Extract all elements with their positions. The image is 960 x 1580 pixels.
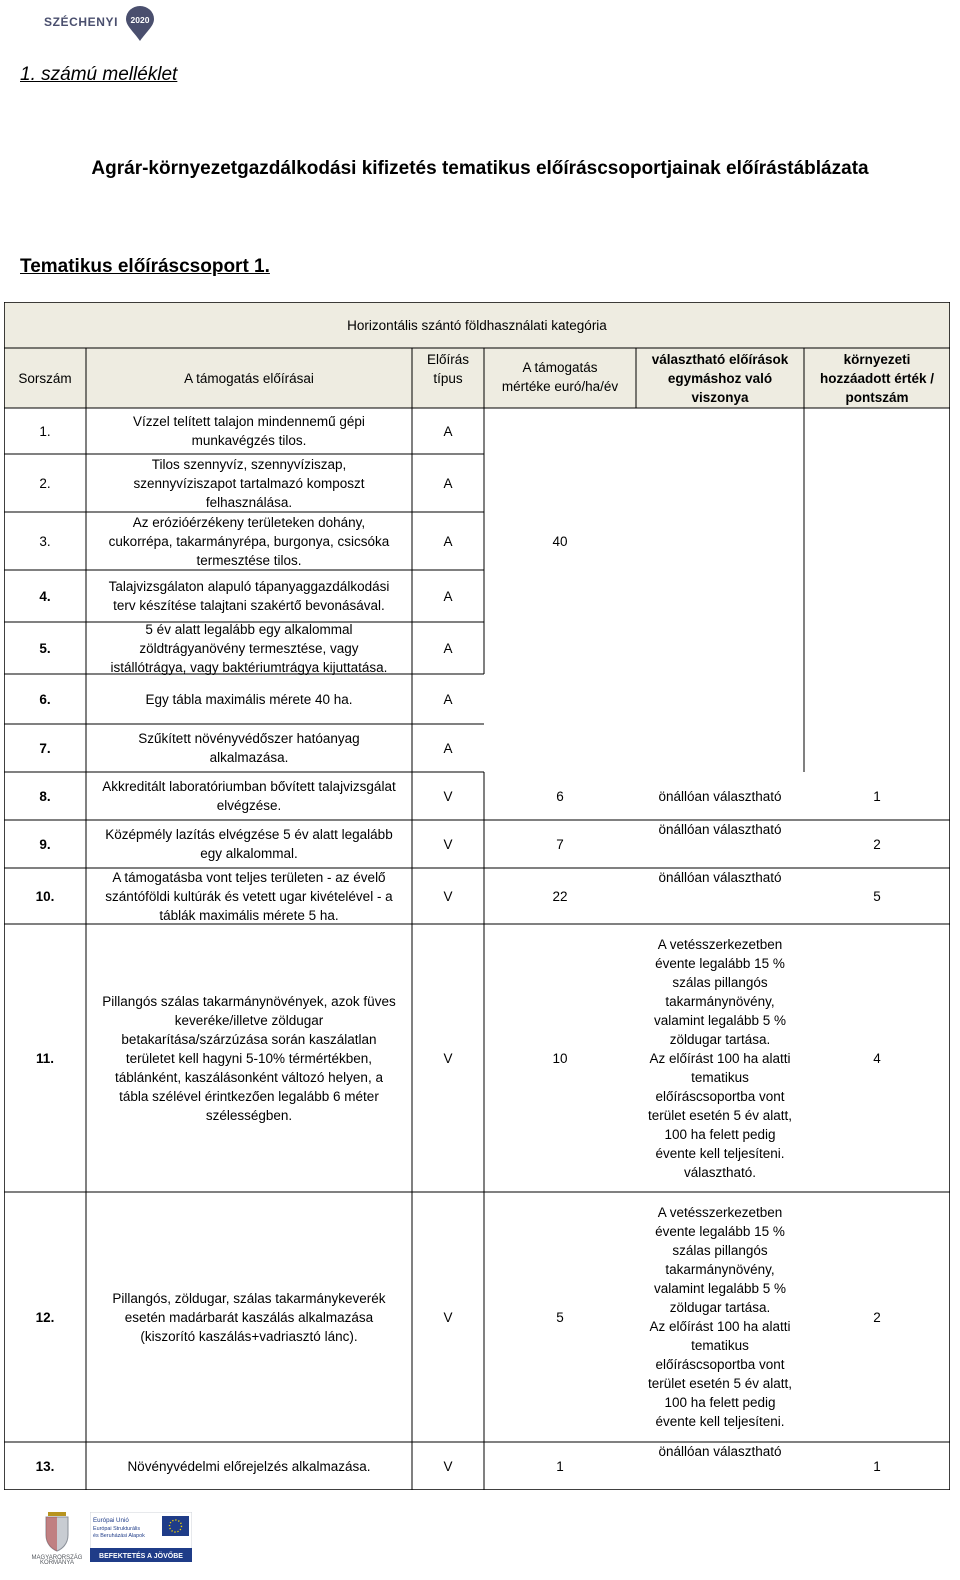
row-11-requirement-line: Pillangós szálas takarmánynövények, azok füves	[102, 993, 396, 1009]
row-12-score-line: 2	[873, 1309, 881, 1325]
shared-amount-line: 40	[552, 533, 568, 549]
row-9-num	[4, 820, 86, 868]
col-header-combination-line: viszonya	[691, 389, 749, 405]
row-11-requirement-line: tábla szélével érintkezően legalább 6 méter	[119, 1088, 379, 1104]
row-2-num-line: 2.	[39, 475, 51, 491]
row-12-combination-line: Az előírást 100 ha alatti	[649, 1319, 791, 1334]
row-11-requirement-line: betakarítása/szárzúzása során kaszálatlan	[121, 1031, 377, 1047]
row-9-score	[804, 820, 950, 868]
row-11-type	[412, 924, 484, 1192]
row-10-combination-line: önállóan választható	[658, 870, 782, 885]
row-3-requirement-line: termesztése tilos.	[196, 552, 302, 568]
row-2-requirement	[86, 454, 412, 512]
row-13-amount	[484, 1442, 636, 1490]
hungarian-coat-of-arms-icon	[30, 1508, 84, 1564]
row-3-requirement-line: Az erózióérzékeny területeken dohány,	[132, 514, 366, 530]
row-9-combination	[636, 820, 804, 868]
row-13-num-line: 13.	[35, 1458, 55, 1474]
logo-year: 2020	[130, 15, 150, 25]
row-11-combination-line: előíráscsoportba vont	[655, 1088, 785, 1104]
row-8-score	[804, 772, 950, 820]
row-12-combination-line: A vetésszerkezetben	[657, 1205, 783, 1220]
row-11-num-line: 11.	[35, 1050, 55, 1066]
row-12-combination-line: zöldugar tartása.	[669, 1300, 771, 1315]
row-7-requirement	[86, 724, 412, 772]
row-10-requirement-line: A támogatásba vont teljes területen - az évelő	[112, 869, 386, 885]
row-4-type	[412, 570, 484, 622]
row-11-combination-line: Az előírást 100 ha alatti	[649, 1050, 791, 1066]
row-11-combination-line: A vetésszerkezetben	[657, 936, 783, 952]
logo-pin-icon	[123, 6, 157, 42]
row-2-type	[412, 454, 484, 512]
row-5-requirement-line: zöldtrágyanövény termesztése, vagy	[139, 640, 359, 656]
row-12-combination-line: tematikus	[691, 1338, 749, 1353]
row-6-type	[412, 674, 484, 724]
row-12-combination-line: szálas pillangós	[672, 1243, 768, 1258]
row-9-score-line: 2	[873, 836, 881, 852]
row-6-num	[4, 674, 86, 724]
row-12-combination-line: 100 ha felett pedig	[664, 1395, 776, 1410]
row-8-score-line: 1	[873, 788, 881, 804]
row-2-requirement-line: szennyvíziszapot tartalmazó komposzt	[133, 475, 365, 491]
row-4-num	[4, 570, 86, 622]
row-8-num-line: 8.	[39, 788, 51, 804]
row-7-type	[412, 724, 484, 772]
row-13-amount-line: 1	[556, 1458, 564, 1474]
row-9-requirement-line: egy alkalommal.	[200, 846, 298, 861]
col-header-requirements-line: A támogatás előírásai	[184, 370, 314, 386]
row-10-num-line: 10.	[35, 888, 55, 904]
col-header-score-line: hozzáadott érték /	[819, 370, 935, 386]
row-8-combination-line: önállóan választható	[658, 788, 782, 804]
row-12-amount	[484, 1192, 636, 1442]
row-11-combination-line: szálas pillangós	[672, 974, 768, 990]
row-13-type-line: V	[443, 1458, 453, 1474]
row-9-type	[412, 820, 484, 868]
col-header-type-line: Előírás	[426, 352, 470, 367]
col-header-combination	[636, 348, 804, 408]
row-13-requirement-line: Növényvédelmi előrejelzés alkalmazása.	[127, 1458, 371, 1474]
row-1-type	[412, 408, 484, 454]
row-11-amount-line: 10	[552, 1050, 568, 1066]
row-11-combination	[636, 924, 804, 1192]
row-13-requirement	[86, 1442, 412, 1490]
row-4-requirement-line: terv készítése talajtani szakértő bevonásával.	[113, 598, 385, 613]
row-12-combination	[636, 1192, 804, 1442]
row-10-num	[4, 868, 86, 924]
row-11-combination-line: zöldugar tartása.	[669, 1031, 771, 1047]
row-5-num-line: 5.	[39, 640, 51, 656]
col-header-num	[4, 348, 86, 408]
col-header-requirements	[86, 348, 412, 408]
row-8-requirement-line: Akkreditált laboratóriumban bővített talajvizsgálat	[102, 779, 396, 794]
row-10-requirement	[86, 868, 412, 924]
row-1-num-line: 1.	[39, 423, 51, 439]
row-9-requirement-line: Középmély lazítás elvégzése 5 év alatt legalább	[105, 827, 393, 842]
row-3-num-line: 3.	[39, 533, 51, 549]
row-11-requirement-line: táblánként, kaszálásonként változó helyen, a	[115, 1069, 383, 1085]
row-13-type	[412, 1442, 484, 1490]
row-5-requirement	[86, 622, 412, 674]
category-header-line: Horizontális szántó földhasználati kategória	[347, 317, 607, 333]
row-3-type-line: A	[443, 533, 453, 549]
row-5-requirement-line: istállótrágya, vagy baktériumtrágya kijuttatása.	[110, 659, 388, 675]
eu-funds-logo	[90, 1512, 192, 1562]
row-4-type-line: A	[443, 588, 453, 604]
row-7-num-line: 7.	[39, 740, 51, 756]
col-header-type	[412, 348, 484, 408]
row-10-amount-line: 22	[552, 888, 568, 904]
row-10-requirement-line: táblák maximális mérete 5 ha.	[159, 907, 339, 923]
row-12-combination-line: terület esetén 5 év alatt,	[647, 1376, 793, 1391]
row-9-num-line: 9.	[39, 836, 51, 852]
row-11-combination-line: tematikus	[691, 1069, 749, 1085]
hu-label-line1: MAGYARORSZÁG	[31, 1555, 83, 1561]
row-11-score	[804, 924, 950, 1192]
row-3-num	[4, 512, 86, 570]
row-10-score	[804, 868, 950, 924]
row-9-amount-line: 7	[556, 836, 564, 852]
row-8-combination	[636, 772, 804, 820]
row-1-requirement-line: Vízzel telített talajon mindennemű gépi	[133, 414, 365, 429]
col-header-combination-line: egymáshoz való	[667, 370, 773, 386]
row-9-combination-line: önállóan választható	[658, 822, 782, 837]
row-13-score-line: 1	[873, 1458, 881, 1474]
col-header-type-line: típus	[433, 371, 463, 386]
row-11-amount	[484, 924, 636, 1192]
row-12-num	[4, 1192, 86, 1442]
row-11-requirement-line: területet kell hagyni 5-10% térmértékben,	[125, 1050, 373, 1066]
row-12-combination-line: valamint legalább 5 %	[653, 1281, 787, 1296]
row-12-type-line: V	[443, 1309, 453, 1325]
row-10-type	[412, 868, 484, 924]
row-11-combination-line: évente legalább 15 %	[655, 955, 785, 971]
row-11-requirement-line: szélességben.	[205, 1107, 293, 1123]
row-11-combination-line: valamint legalább 5 %	[653, 1012, 787, 1028]
row-11-num	[4, 924, 86, 1192]
col-header-amount-line: mértéke euró/ha/év	[501, 379, 619, 394]
row-11-combination-line: 100 ha felett pedig	[664, 1126, 776, 1142]
eu-label-line1: Európai Unió	[93, 1517, 129, 1524]
row-13-combination-line: önállóan választható	[658, 1444, 782, 1459]
logo-text: SZÉCHENYI	[44, 15, 119, 29]
row-9-amount	[484, 820, 636, 868]
row-11-combination-line: évente kell teljesíteni.	[655, 1145, 785, 1161]
row-1-num	[4, 408, 86, 454]
row-12-type	[412, 1192, 484, 1442]
row-8-amount	[484, 772, 636, 820]
row-11-combination-line: terület esetén 5 év alatt,	[647, 1107, 793, 1123]
row-11-combination-line: választható.	[683, 1164, 757, 1180]
row-6-requirement-line: Egy tábla maximális mérete 40 ha.	[145, 691, 353, 707]
row-11-type-line: V	[443, 1050, 453, 1066]
row-13-score	[804, 1442, 950, 1490]
row-12-requirement	[86, 1192, 412, 1442]
row-7-requirement-line: alkalmazása.	[209, 750, 289, 765]
row-9-requirement	[86, 820, 412, 868]
row-6-type-line: A	[443, 691, 453, 707]
row-7-requirement-line: Szűkített növényvédőszer hatóanyag	[138, 731, 360, 746]
group-title: Tematikus előíráscsoport 1.	[20, 256, 270, 277]
row-2-num	[4, 454, 86, 512]
row-6-requirement	[86, 674, 412, 724]
row-8-requirement	[86, 772, 412, 820]
row-12-requirement-line: Pillangós, zöldugar, szálas takarmánykeverék	[112, 1290, 386, 1306]
row-4-num-line: 4.	[39, 588, 51, 604]
row-13-combination	[636, 1442, 804, 1490]
row-5-type-line: A	[443, 640, 453, 656]
row-2-type-line: A	[443, 475, 453, 491]
category-header	[4, 302, 950, 348]
row-8-type	[412, 772, 484, 820]
col-header-combination-line: választható előírások	[651, 351, 789, 367]
row-12-combination-line: évente kell teljesíteni.	[655, 1414, 785, 1429]
row-8-amount-line: 6	[556, 788, 564, 804]
row-10-score-line: 5	[873, 888, 881, 904]
row-5-type	[412, 622, 484, 674]
row-7-type-line: A	[443, 740, 453, 756]
row-12-amount-line: 5	[556, 1309, 564, 1325]
eu-label-line2: Európai Strukturális	[93, 1526, 141, 1532]
col-header-score-line: pontszám	[845, 389, 909, 405]
col-header-amount	[484, 348, 636, 408]
col-header-score-line: környezeti	[843, 351, 911, 367]
row-13-num	[4, 1442, 86, 1490]
row-3-requirement-line: cukorrépa, takarmányrépa, burgonya, csicsóka	[108, 533, 390, 549]
eu-label-line3: és Beruházási Alapok	[93, 1533, 145, 1539]
szechenyi-logo	[44, 4, 156, 44]
row-8-requirement-line: elvégzése.	[216, 798, 282, 813]
hu-label-line2: KORMÁNYA	[40, 1560, 74, 1564]
row-12-requirement-line: esetén madárbarát kaszálás alkalmazása	[124, 1309, 374, 1325]
row-8-num	[4, 772, 86, 820]
row-12-combination-line: évente legalább 15 %	[655, 1224, 785, 1239]
row-2-requirement-line: Tilos szennyvíz, szennyvíziszap,	[151, 456, 347, 472]
row-1-requirement	[86, 408, 412, 454]
document-title: Agrár-környezetgazdálkodási kifizetés tematikus előíráscsoportjainak előírástáblázata	[91, 158, 869, 179]
row-12-requirement-line: (kiszorító kaszálás+vadriasztó lánc).	[140, 1328, 358, 1344]
row-10-combination	[636, 868, 804, 924]
row-5-num	[4, 622, 86, 674]
row-6-num-line: 6.	[39, 691, 51, 707]
row-1-type-line: A	[443, 423, 453, 439]
row-12-num-line: 12.	[35, 1309, 55, 1325]
requirements-table	[4, 302, 950, 1490]
row-3-requirement	[86, 512, 412, 570]
row-11-requirement	[86, 924, 412, 1192]
row-12-combination-line: takarmánynövény,	[665, 1262, 775, 1277]
row-12-combination-line: előíráscsoportba vont	[655, 1357, 785, 1372]
annex-title: 1. számú melléklet	[20, 64, 178, 85]
row-10-amount	[484, 868, 636, 924]
col-header-num-line: Sorszám	[18, 370, 72, 386]
row-2-requirement-line: felhasználása.	[205, 494, 293, 510]
row-4-requirement-line: Talajvizsgálaton alapuló tápanyaggazdálkodási	[108, 579, 390, 594]
shared-amount	[484, 408, 636, 674]
row-10-type-line: V	[443, 888, 453, 904]
row-4-requirement	[86, 570, 412, 622]
row-11-score-line: 4	[873, 1050, 881, 1066]
eu-banner: BEFEKTETÉS A JÖVŐBE	[99, 1553, 183, 1560]
row-5-requirement-line: 5 év alatt legalább egy alkalommal	[145, 621, 353, 637]
row-1-requirement-line: munkavégzés tilos.	[191, 433, 307, 448]
row-8-type-line: V	[443, 788, 453, 804]
row-12-score	[804, 1192, 950, 1442]
row-9-type-line: V	[443, 836, 453, 852]
col-header-amount-line: A támogatás	[522, 360, 598, 375]
row-10-requirement-line: szántóföldi kultúrák és vetett ugar kivételével - a	[105, 888, 393, 904]
row-7-num	[4, 724, 86, 772]
row-11-combination-line: takarmánynövény,	[665, 993, 775, 1009]
row-11-requirement-line: keveréke/illetve zöldugar	[174, 1012, 324, 1028]
col-header-score	[804, 348, 950, 408]
row-3-type	[412, 512, 484, 570]
